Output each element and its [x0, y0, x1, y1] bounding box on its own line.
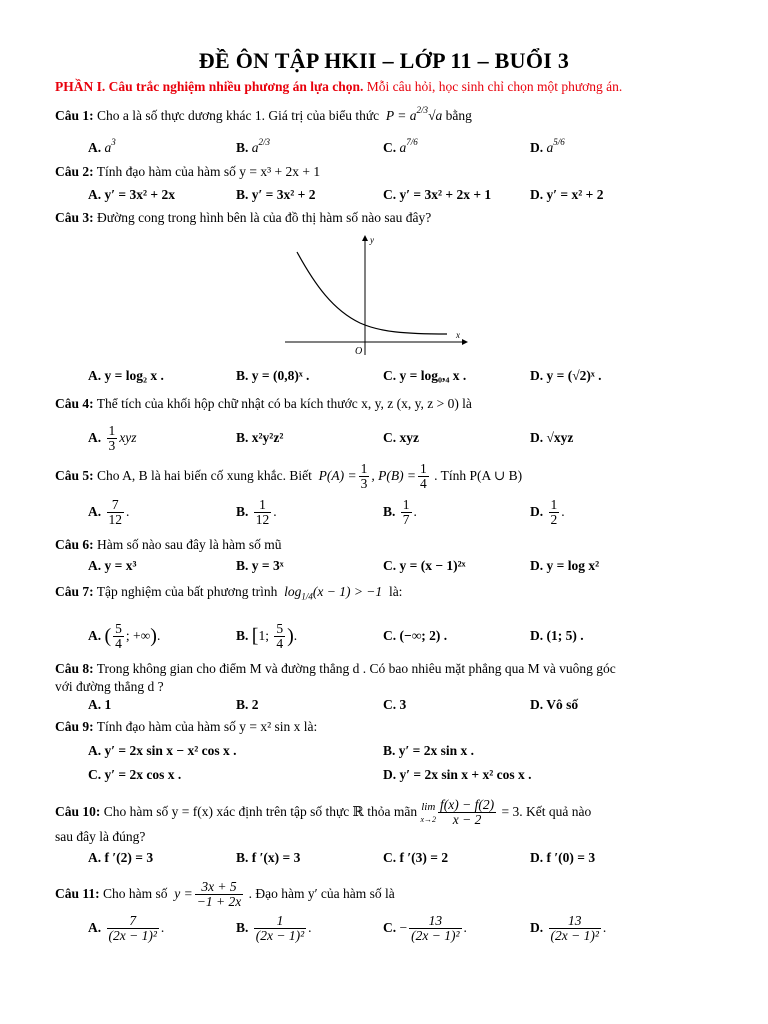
question-tail: là:: [388, 584, 403, 599]
question-text: Tính đạo hàm của hàm số y = x² sin x là:: [96, 719, 318, 734]
option-b[interactable]: B. $\frac{1}{\text{(2x − 1)²}}$ .: [236, 913, 312, 944]
option-a[interactable]: A. ( $\frac{5}{4}$ ; +∞).: [88, 621, 161, 652]
question-label: Câu 10:: [55, 803, 101, 819]
question-3: [55, 210, 431, 226]
option-b[interactable]: B. $\frac{1}{12}$ .: [236, 497, 277, 528]
question-label: Câu 5:: [55, 467, 94, 483]
option-d[interactable]: D. y′ = 2x sin x + x² cos x .: [383, 767, 532, 782]
option-b[interactable]: B. $a^{2/3}$: [236, 137, 271, 155]
option-c[interactable]: C. f ′(3) = 2: [383, 850, 449, 865]
page-title: ĐỀ ÔN TẬP HKII – LỚP 11 – BUỔI 3: [198, 48, 570, 73]
option-b[interactable]: B. x²y²z²: [236, 430, 284, 445]
option-d[interactable]: D. y = log x²: [530, 558, 600, 573]
question-5: Câu 5: Cho A, B là hai biến cố xung khắc. Biết P(A) = $\frac{1}{3}$ , P(B) = $\frac{1}{4}$ . Tính P(A ∪ B): [55, 461, 523, 492]
question-2: [55, 164, 320, 180]
function-graph: [275, 230, 475, 360]
question-text: Trong không gian cho điểm M và đường thẳng d . Có bao nhiêu mặt phẳng qua M và vuông góc: [96, 661, 616, 676]
x-axis-label: x: [456, 330, 460, 340]
question-label: Câu 2:: [55, 164, 94, 179]
question-9: [55, 719, 317, 735]
option-a[interactable]: A. y = x³: [88, 558, 137, 573]
question-label: Câu 4:: [55, 396, 94, 411]
question-tail: . Tính P(A ∪ B): [434, 467, 523, 483]
question-text: Cho A, B là hai biến cố xung khắc. Biết: [97, 467, 312, 483]
question-tail: . Đạo hàm y′ của hàm số là: [248, 885, 395, 901]
origin-label: O: [355, 346, 363, 357]
option-d[interactable]: D. $a^{5/6}$: [530, 137, 565, 155]
question-label: Câu 3:: [55, 210, 94, 225]
y-axis-label: y: [370, 235, 374, 245]
question-label: Câu 9:: [55, 719, 94, 734]
question-10-cont: sau đây là đúng?: [55, 829, 146, 844]
option-c[interactable]: C. − $\frac{13}{\text{(2x − 1)²}}$ .: [383, 913, 467, 944]
question-8: [55, 661, 616, 677]
question-11: Câu 11: Cho hàm số y = $\frac{3x + 5}{-1 + 2x}$ . Đạo hàm y′ của hàm số là: [55, 879, 395, 910]
option-b[interactable]: B. 2: [236, 697, 259, 712]
option-a[interactable]: A. 1: [88, 697, 112, 712]
option-a[interactable]: A. f ′(2) = 3: [88, 850, 154, 865]
option-b[interactable]: B. y = (0,8)ˣ .: [236, 368, 310, 383]
question-text: Hàm số nào sau đây là hàm số mũ: [97, 537, 282, 552]
option-a[interactable]: A. $a^3$: [88, 137, 116, 155]
option-d[interactable]: D. f ′(0) = 3: [530, 850, 596, 865]
option-d[interactable]: D. y′ = x² + 2: [530, 187, 604, 202]
option-c[interactable]: C. y = log₀,₄ x .: [383, 368, 467, 383]
option-a[interactable]: A. y′ = 2x sin x − x² cos x .: [88, 743, 237, 758]
option-a[interactable]: A. y = log₂ x .: [88, 368, 164, 383]
question-7: Câu 7: Tập nghiệm của bất phương trình $\log_{1/4}(x - 1) > -1$ là:: [55, 584, 403, 602]
option-b[interactable]: B. y′ = 3x² + 2: [236, 187, 316, 202]
option-d[interactable]: D. $\frac{13}{\text{(2x − 1)²}}$ .: [530, 913, 607, 944]
question-8-cont: với đường thẳng d ?: [55, 679, 164, 694]
option-d[interactable]: D. y = (√2)ˣ .: [530, 368, 602, 383]
option-a[interactable]: A. y′ = 3x² + 2x: [88, 187, 175, 202]
part-label: PHẦN I. Câu trắc nghiệm nhiều phương án lựa chọn.: [55, 79, 364, 94]
option-c[interactable]: C. $a^{7/6}$: [383, 137, 418, 155]
question-text: Cho a là số thực dương khác 1. Giá trị của biểu thức: [97, 108, 380, 123]
part-header: [55, 79, 622, 95]
option-a[interactable]: A. $\frac{1}{3}$ xyz: [88, 423, 137, 454]
option-c[interactable]: C. xyz: [383, 430, 419, 445]
question-label: Câu 6:: [55, 537, 94, 552]
option-b[interactable]: B. y = 3ˣ: [236, 558, 284, 573]
question-text: Tập nghiệm của bất phương trình: [96, 584, 278, 599]
option-d[interactable]: D. Vô số: [530, 697, 579, 712]
option-c[interactable]: C. y = (x − 1)²ˣ: [383, 558, 466, 573]
question-text: Tính đạo hàm của hàm số y = x³ + 2x + 1: [96, 164, 321, 179]
question-6: [55, 537, 281, 553]
option-b[interactable]: B. f ′(x) = 3: [236, 850, 301, 865]
option-b[interactable]: B. y′ = 2x sin x .: [383, 743, 475, 758]
question-tail: = 3. Kết quả nào: [501, 803, 592, 819]
question-label: Câu 8:: [55, 661, 94, 676]
option-c[interactable]: C. 3: [383, 697, 407, 712]
part-instruction: Mỗi câu hỏi, học sinh chỉ chọn một phương án.: [366, 79, 623, 94]
question-tail: bằng: [445, 108, 472, 123]
option-b[interactable]: B. [1; $\frac{5}{4}$ ).: [236, 621, 298, 652]
option-c[interactable]: C. y′ = 3x² + 2x + 1: [383, 187, 492, 202]
option-c[interactable]: B. $\frac{1}{7}$ .: [383, 497, 417, 528]
question-label: Câu 1:: [55, 108, 94, 123]
option-c[interactable]: C. (−∞; 2) .: [383, 628, 448, 643]
option-d[interactable]: D. (1; 5) .: [530, 628, 584, 643]
option-d[interactable]: D. √xyz: [530, 430, 574, 445]
option-c[interactable]: C. y′ = 2x cos x .: [88, 767, 182, 782]
question-10: Câu 10: Cho hàm số y = f(x) xác định trên tập số thực ℝ thỏa mãn lim x→2 $\frac{f(x) - f(2)}{x - 2}$ = 3. Kết quả nào: [55, 797, 592, 828]
option-a[interactable]: A. $\frac{7}{12}$ .: [88, 497, 130, 528]
question-4: [55, 396, 472, 412]
question-text: Thể tích của khối hộp chữ nhật có ba kích thước x, y, z (x, y, z > 0) là: [96, 396, 472, 411]
question-label: Câu 11:: [55, 885, 100, 901]
question-label: Câu 7:: [55, 584, 94, 599]
option-d[interactable]: D. $\frac{1}{2}$ .: [530, 497, 565, 528]
question-text: Cho hàm số: [103, 885, 168, 901]
expression: $P = a^{2/3}√a$: [382, 105, 443, 123]
question-text: Cho hàm số y = f(x) xác định trên tập số thực ℝ thỏa mãn: [103, 803, 418, 819]
question-1: [55, 105, 472, 124]
curve: [297, 252, 447, 334]
option-a[interactable]: A. $\frac{7}{\text{(2x − 1)²}}$ .: [88, 913, 165, 944]
question-text: Đường cong trong hình bên là của đồ thị hàm số nào sau đây?: [97, 210, 432, 225]
